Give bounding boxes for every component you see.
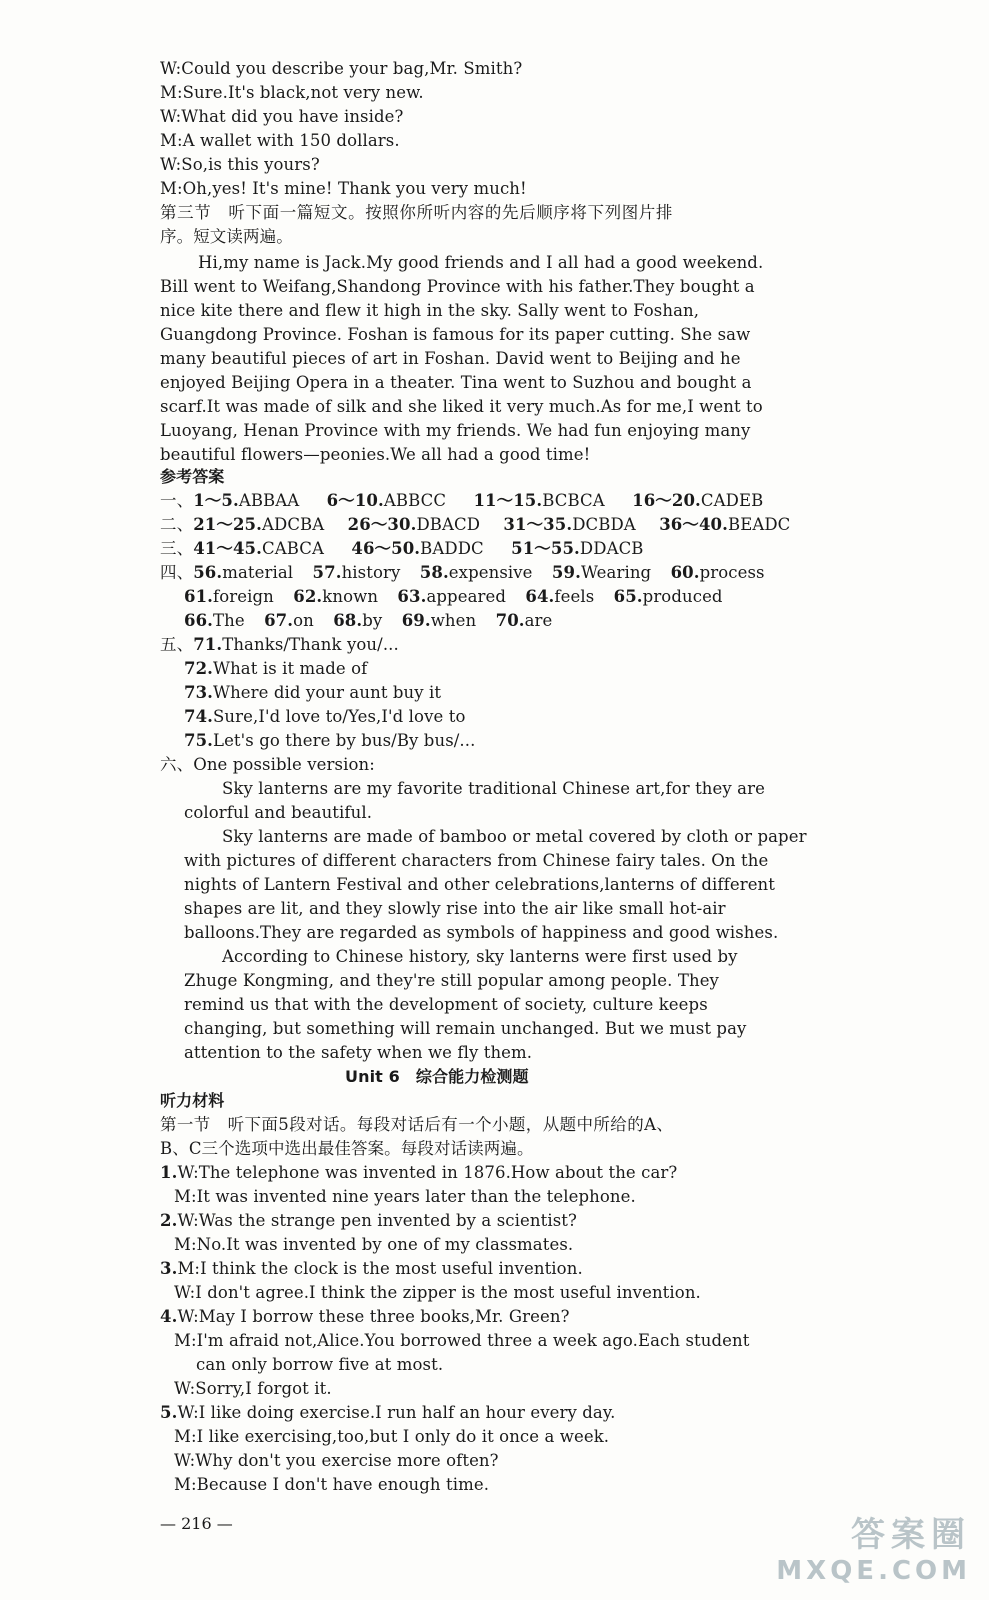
essay-line: attention to the safety when we fly them. (184, 1043, 533, 1062)
answer-range: 16～20. (632, 491, 701, 510)
answer-value: foreign (213, 587, 274, 606)
answer-number: 74. (184, 707, 214, 726)
answer-value: material (222, 563, 294, 582)
answer-number: 58. (419, 563, 449, 582)
answer-range: 21～25. (193, 515, 262, 534)
answer-range: 1～5. (193, 491, 239, 510)
dialog-line (160, 1162, 677, 1184)
answer-value: ADCBA (261, 515, 325, 534)
dialog-line: M:Because I don't have enough time. (174, 1475, 490, 1494)
answer-number: 60. (670, 563, 700, 582)
answer-value: The (213, 611, 245, 630)
passage-line: scarf.It was made of silk and she liked it very much.As for me,I went to (160, 397, 763, 416)
dialog-line: W:I don't agree.I think the zipper is the most useful invention. (174, 1283, 701, 1302)
dialog-line: W:What did you have inside? (160, 107, 404, 126)
answer-value: are (524, 611, 553, 630)
dialog-line: M:I like exercising,too,but I only do it once a week. (174, 1427, 610, 1446)
dialog-line: W:Sorry,I forgot it. (174, 1379, 332, 1398)
dialog-line: W:Why don't you exercise more often? (174, 1451, 499, 1470)
answer-row-1 (160, 490, 763, 512)
answer-part-prefix: 二、 (160, 515, 194, 534)
answer-value: Let's go there by bus/By bus/... (213, 731, 476, 750)
section-instruction: 序。短文读两遍。 (160, 227, 293, 246)
passage-line: many beautiful pieces of art in Foshan. David went to Beijing and he (160, 349, 741, 368)
answer-number: 69. (401, 611, 431, 630)
dialog-line (160, 1258, 583, 1280)
answer-part-prefix: 一、 (160, 491, 194, 510)
answer-number: 68. (333, 611, 363, 630)
passage-line: Luoyang, Henan Province with my friends. We had fun enjoying many (160, 421, 751, 440)
unit-title: Unit 6 综合能力检测题 (345, 1067, 529, 1086)
answer-number: 73. (184, 683, 214, 702)
answer-number: 71. (193, 635, 223, 654)
answer-row-4c (184, 610, 552, 632)
question-number: 4. (160, 1307, 178, 1326)
answer-row-5 (160, 634, 399, 656)
answer-value: CADEB (700, 491, 764, 510)
answer-number: 64. (525, 587, 555, 606)
question-number: 1. (160, 1163, 178, 1182)
answer-value: DDACB (579, 539, 644, 558)
answer-value: Wearing (580, 563, 652, 582)
answer-value: appeared (426, 587, 507, 606)
dialog-line: M:Sure.It's black,not very new. (160, 83, 424, 102)
dialog-text: W:May I borrow these three books,Mr. Green? (177, 1307, 570, 1326)
dialog-text: W:I like doing exercise.I run half an hour every day. (177, 1403, 616, 1422)
question-number: 2. (160, 1211, 178, 1230)
dialog-line: M:No.It was invented by one of my classmates. (174, 1235, 574, 1254)
section-instruction: B、C三个选项中选出最佳答案。每段对话读两遍。 (160, 1139, 534, 1158)
answer-row-6 (160, 754, 375, 776)
passage-line: Guangdong Province. Foshan is famous for its paper cutting. She saw (160, 325, 751, 344)
answer-row-4b (184, 586, 723, 608)
answer-value: Sure,I'd love to/Yes,I'd love to (213, 707, 466, 726)
answer-range: 6～10. (326, 491, 384, 510)
answer-row-5 (184, 658, 367, 680)
answer-value: ABBCC (383, 491, 447, 510)
answer-row-4a (160, 562, 765, 584)
dialog-line: M:A wallet with 150 dollars. (160, 131, 400, 150)
essay-line: Zhuge Kongming, and they're still popular among people. They (184, 971, 719, 990)
answer-range: 11～15. (473, 491, 543, 510)
dialog-line (160, 1210, 577, 1232)
answer-value: Where did your aunt buy it (213, 683, 442, 702)
watermark-url: MXQE.COM (776, 1556, 971, 1586)
dialog-text: M:I think the clock is the most useful invention. (177, 1259, 583, 1278)
essay-line: Sky lanterns are made of bamboo or metal covered by cloth or paper (222, 827, 807, 846)
page-number: — 216 — (160, 1514, 233, 1533)
answer-value: BADDC (420, 539, 484, 558)
answer-part-prefix: 四、 (160, 563, 194, 582)
watermark-logo (776, 1507, 971, 1586)
answer-part-prefix: 三、 (160, 539, 194, 558)
dialog-line: M:It was invented nine years later than the telephone. (174, 1187, 636, 1206)
answer-value: Thanks/Thank you/... (222, 635, 399, 654)
answer-value: feels (554, 587, 595, 606)
answer-number: 75. (184, 731, 214, 750)
answer-range: 46～50. (351, 539, 421, 558)
essay-line: changing, but something will remain unchanged. But we must pay (184, 1019, 747, 1038)
section-instruction: 第一节 听下面5段对话。每段对话后有一个小题，从题中所给的A、 (160, 1115, 674, 1134)
answer-part-prefix: 五、 (160, 635, 194, 654)
answer-value: What is it made of (213, 659, 368, 678)
answer-value: ABBAA (238, 491, 300, 510)
answer-value: produced (642, 587, 723, 606)
question-number: 3. (160, 1259, 178, 1278)
answer-part-prefix: 六、 (160, 755, 194, 774)
dialog-line: W:So,is this yours? (160, 155, 320, 174)
answers-heading: 参考答案 (160, 467, 225, 486)
answer-number: 61. (184, 587, 214, 606)
answer-number: 63. (397, 587, 427, 606)
essay-line: colorful and beautiful. (184, 803, 373, 822)
essay-line: with pictures of different characters from Chinese fairy tales. On the (184, 851, 769, 870)
answer-number: 70. (495, 611, 525, 630)
question-number: 5. (160, 1403, 178, 1422)
answer-value: expensive (448, 563, 533, 582)
answer-value: history (341, 563, 401, 582)
dialog-text: W:Was the strange pen invented by a scientist? (177, 1211, 577, 1230)
answer-row-2 (160, 514, 790, 536)
answer-value: BCBCA (542, 491, 605, 510)
answer-range: 51～55. (511, 539, 580, 558)
answer-number: 56. (193, 563, 223, 582)
answer-row-5 (184, 682, 441, 704)
answer-value: BEADC (727, 515, 791, 534)
section-instruction: 第三节 听下面一篇短文。按照你所听内容的先后顺序将下列图片排 (160, 203, 673, 222)
essay-line: remind us that with the development of society, culture keeps (184, 995, 708, 1014)
answer-number: 66. (184, 611, 214, 630)
essay-line: Sky lanterns are my favorite traditional Chinese art,for they are (222, 779, 765, 798)
essay-line: nights of Lantern Festival and other celebrations,lanterns of different (184, 875, 776, 894)
answer-row-3 (160, 538, 644, 560)
answer-value: by (362, 611, 383, 630)
answer-value: on (293, 611, 314, 630)
dialog-line: M:Oh,yes! It's mine! Thank you very much! (160, 179, 527, 198)
answer-value: known (322, 587, 379, 606)
answer-value: when (430, 611, 477, 630)
dialog-line: can only borrow five at most. (196, 1355, 444, 1374)
dialog-line (160, 1402, 615, 1424)
answer-row-5 (184, 706, 465, 728)
dialog-text: W:The telephone was invented in 1876.How about the car? (177, 1163, 678, 1182)
answer-value: DBACD (416, 515, 481, 534)
passage-line: Bill went to Weifang,Shandong Province with his father.They bought a (160, 277, 755, 296)
answer-range: 36～40. (659, 515, 728, 534)
essay-label: One possible version: (193, 755, 375, 774)
answer-range: 26～30. (347, 515, 417, 534)
answer-number: 57. (312, 563, 342, 582)
answer-number: 72. (184, 659, 214, 678)
passage-line: nice kite there and flew it high in the sky. Sally went to Foshan, (160, 301, 700, 320)
essay-line: shapes are lit, and they slowly rise into the air like small hot-air (184, 899, 726, 918)
dialog-line (160, 1306, 570, 1328)
answer-number: 67. (264, 611, 294, 630)
listening-heading: 听力材料 (160, 1091, 225, 1110)
answer-value: process (699, 563, 765, 582)
answer-range: 41～45. (193, 539, 262, 558)
dialog-line: W:Could you describe your bag,Mr. Smith? (160, 59, 523, 78)
passage-line: Hi,my name is Jack.My good friends and I all had a good weekend. (198, 253, 764, 272)
passage-line: enjoyed Beijing Opera in a theater. Tina went to Suzhou and bought a (160, 373, 752, 392)
essay-line: balloons.They are regarded as symbols of happiness and good wishes. (184, 923, 779, 942)
essay-line: According to Chinese history, sky lanterns were first used by (222, 947, 738, 966)
answer-range: 31～35. (503, 515, 573, 534)
watermark-text: 答案圈 (851, 1515, 971, 1555)
answer-row-5 (184, 730, 475, 752)
answer-value: DCBDA (572, 515, 636, 534)
passage-line: beautiful flowers—peonies.We all had a good time! (160, 445, 591, 464)
answer-number: 59. (551, 563, 581, 582)
answer-number: 62. (293, 587, 323, 606)
answer-value: CABCA (261, 539, 324, 558)
answer-number: 65. (613, 587, 643, 606)
dialog-line: M:I'm afraid not,Alice.You borrowed three a week ago.Each student (174, 1331, 750, 1350)
